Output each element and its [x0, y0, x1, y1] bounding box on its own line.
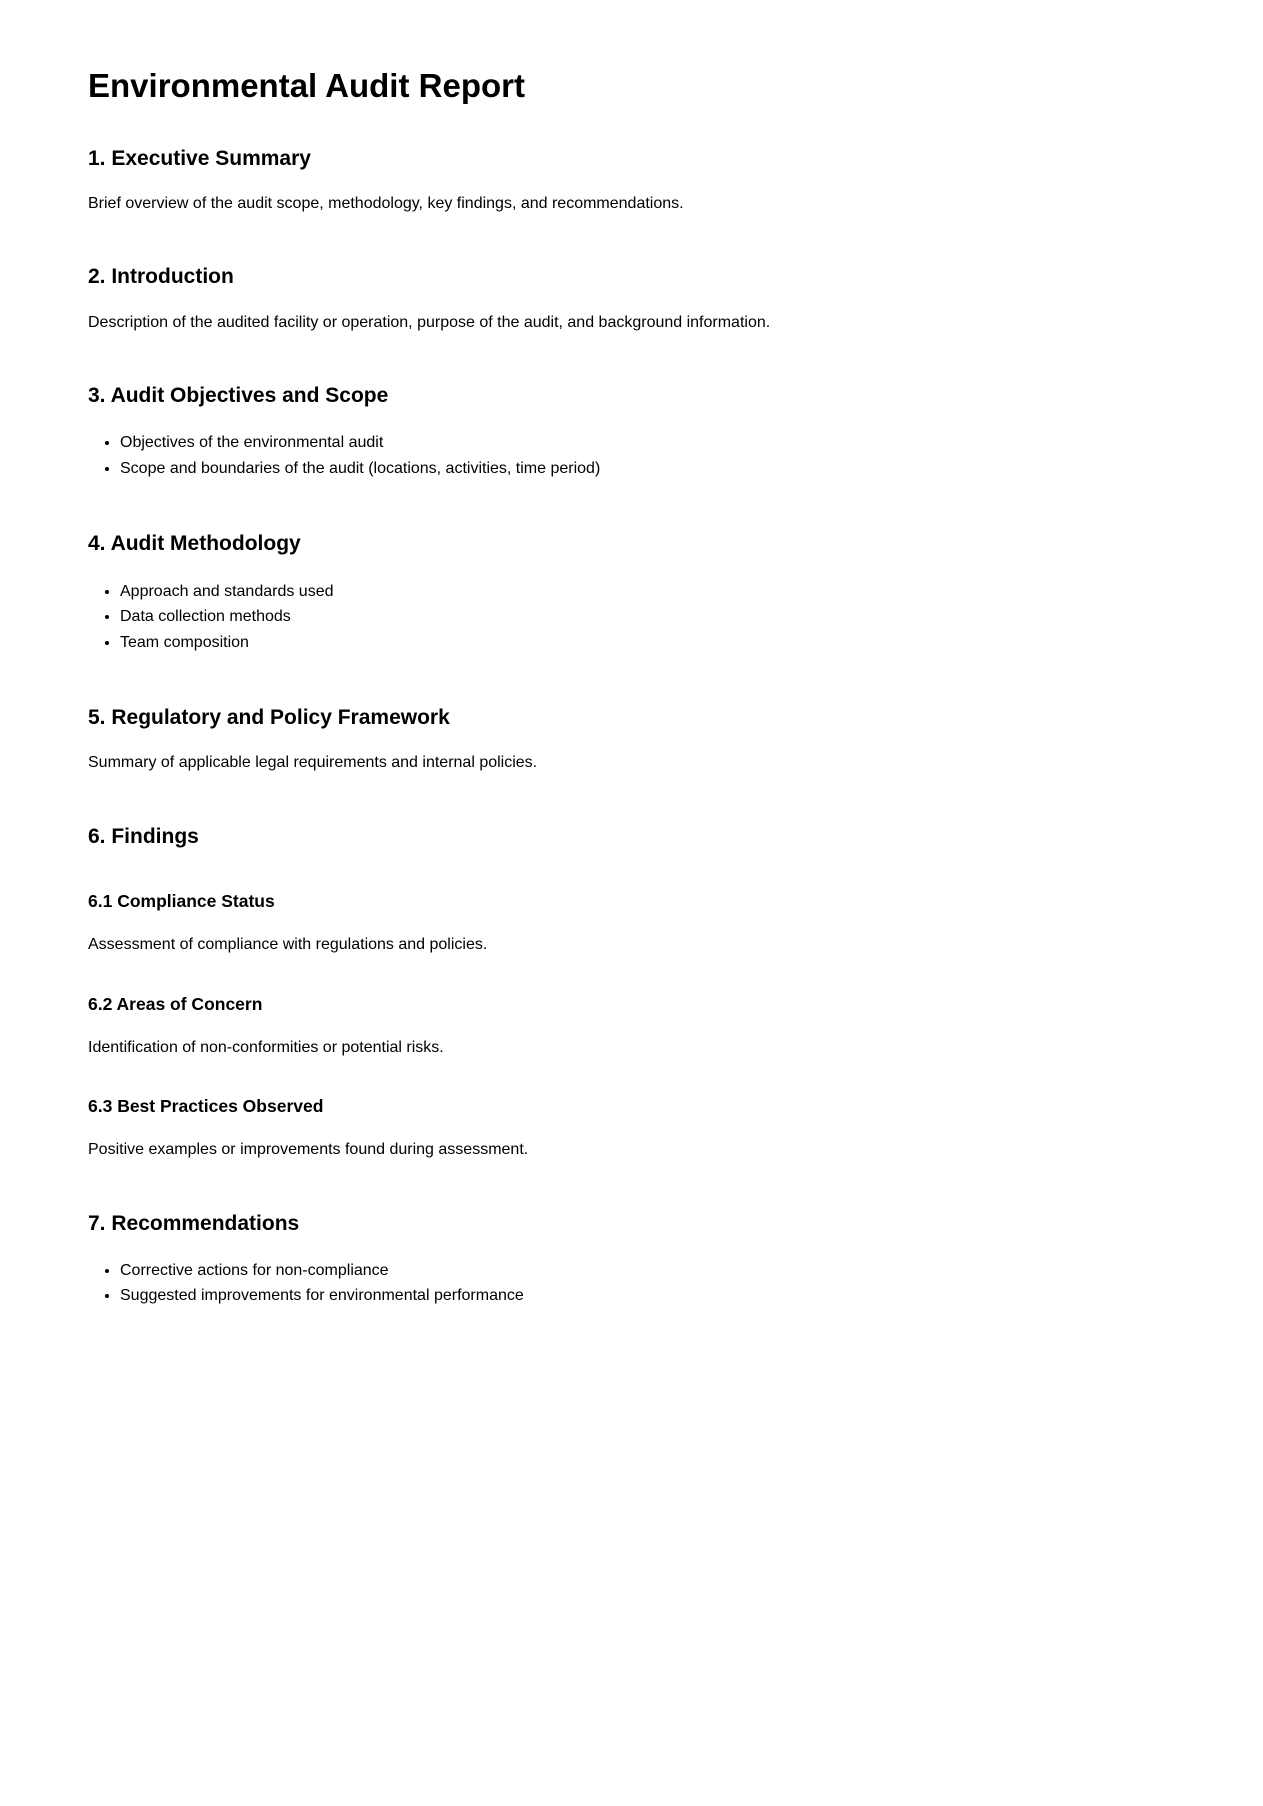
section-regulatory-framework — [88, 705, 1175, 774]
bullet-list — [88, 1258, 1175, 1309]
section-objectives-scope — [88, 383, 1175, 481]
subsection-compliance-status — [88, 891, 1175, 956]
list-item: • Objectives of the environmental audit — [120, 430, 1175, 456]
subsection-heading: 6.3 Best Practices Observed — [88, 1096, 324, 1117]
section-text: Summary of applicable legal requirements and internal policies. — [88, 754, 538, 772]
section-findings — [88, 824, 1175, 1161]
section-heading: 1. Executive Summary — [88, 146, 311, 170]
list-item: • Team composition — [120, 630, 1175, 656]
section-methodology — [88, 531, 1175, 655]
subsection-text: Assessment of compliance with regulations and policies. — [88, 936, 488, 953]
list-item: • Suggested improvements for environmental performance — [120, 1283, 1175, 1309]
list-item: • Approach and standards used — [120, 579, 1175, 605]
subsection-best-practices — [88, 1096, 1175, 1161]
subsection-heading: 6.1 Compliance Status — [88, 891, 275, 911]
section-executive-summary — [88, 146, 1175, 215]
list-item: • Scope and boundaries of the audit (locations, activities, time period) — [120, 456, 1175, 482]
list-item: • Corrective actions for non-compliance — [120, 1258, 1175, 1284]
section-heading: 4. Audit Methodology — [88, 532, 301, 556]
section-heading: 3. Audit Objectives and Scope — [88, 384, 389, 408]
section-heading: 6. Findings — [88, 824, 199, 848]
subsection-text: Positive examples or improvements found during assessment. — [88, 1141, 529, 1159]
bullet-list — [88, 579, 1175, 656]
section-recommendations — [88, 1211, 1175, 1309]
document-title: Environmental Audit Report — [88, 67, 525, 104]
subsection-heading: 6.2 Areas of Concern — [88, 993, 263, 1014]
section-text: Brief overview of the audit scope, methodology, key findings, and recommendations. — [88, 194, 684, 212]
subsection-areas-of-concern — [88, 994, 1175, 1059]
section-heading: 7. Recommendations — [88, 1211, 300, 1235]
bullet-list — [88, 430, 1175, 481]
section-heading: 5. Regulatory and Policy Framework — [88, 706, 450, 730]
section-text: Description of the audited facility or operation, purpose of the audit, and background information. — [88, 313, 771, 331]
section-introduction — [88, 264, 1175, 333]
subsection-text: Identification of non-conformities or potential risks. — [88, 1038, 444, 1056]
list-item: • Data collection methods — [120, 604, 1175, 630]
section-heading: 2. Introduction — [88, 265, 234, 289]
